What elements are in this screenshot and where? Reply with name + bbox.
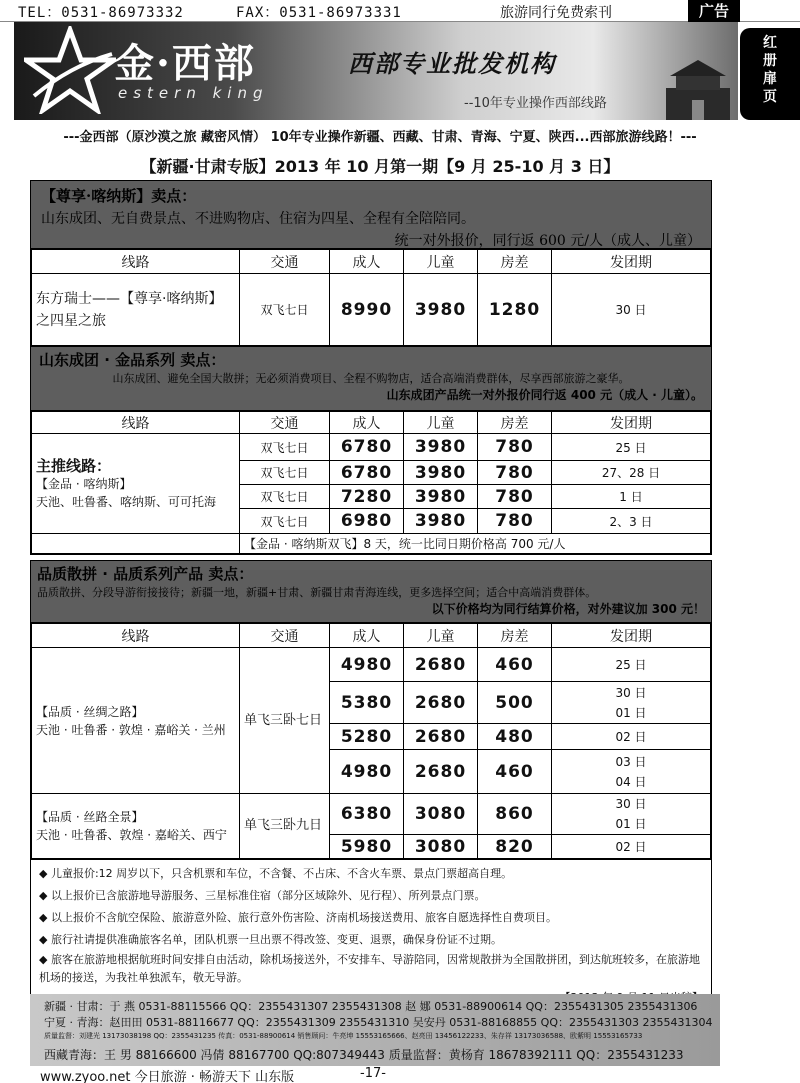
section-price-note: 以下价格均为同行结算价格，对外建议加 300 元！: [431, 602, 705, 616]
transport: 双飞七日: [240, 509, 330, 534]
free-note: 旅游同行免费索刊: [500, 5, 612, 21]
departure-date: [552, 794, 711, 835]
room-diff: 780: [478, 461, 552, 485]
child-price: 3980: [404, 274, 478, 346]
brand-slogan: 西部专业批发机构: [348, 49, 556, 78]
room-diff: 480: [478, 724, 552, 750]
adult-price: 6780: [330, 434, 404, 461]
gold-note: 【金品 · 喀纳斯双飞】8 天，统一比同日期价格高 700 元/人: [240, 534, 711, 554]
table-header-row: [32, 412, 711, 434]
edition-title: 【新疆·甘肃专版】2013 年 10 月第一期【9 月 25-10 月 3 日】: [140, 157, 620, 176]
col-room: 房差: [478, 624, 552, 648]
adult-price: 8990: [330, 274, 404, 346]
section-title: 山东成团 · 金品系列 卖点：: [39, 351, 226, 369]
star-logo-icon: [24, 26, 116, 114]
col-adult: 成人: [330, 250, 404, 274]
table-header-row: [32, 624, 711, 648]
departure-date: [552, 835, 711, 859]
transport: 双飞七日: [240, 485, 330, 509]
side-tab-char: 页: [763, 89, 777, 105]
date-line: 01 日: [615, 817, 647, 831]
room-diff: 780: [478, 434, 552, 461]
adult-price: 6980: [330, 509, 404, 534]
col-date: 发团期: [552, 624, 711, 648]
intro-line: ---金西部（原沙漠之旅 藏密风情） 10年专业操作新疆、西藏、甘肃、青海、宁夏、陕西...西部旅游线路！---: [63, 130, 697, 145]
date-line: 30 日: [615, 797, 647, 811]
adult-price: 5980: [330, 835, 404, 859]
room-diff: 1280: [478, 274, 552, 346]
section-selling-point: 山东成团、避免全国大散拼；无必须消费项目、全程不购物店，适合高端消费群体，尽享西部旅游之豪华。: [112, 372, 630, 385]
table-row: [32, 648, 711, 682]
adult-price: 5280: [330, 724, 404, 750]
route-cell: [32, 434, 240, 534]
table-header-row: [32, 250, 711, 274]
adult-price: 7280: [330, 485, 404, 509]
fax-number: FAX：0531-86973331: [236, 5, 402, 21]
section-title: 【尊享·喀纳斯】卖点：: [41, 187, 197, 205]
contact-footer: [30, 994, 720, 1066]
adult-price: 6780: [330, 461, 404, 485]
child-price: 2680: [404, 648, 478, 682]
col-adult: 成人: [330, 412, 404, 434]
adult-price: 4980: [330, 750, 404, 794]
transport: 双飞七日: [240, 461, 330, 485]
date-line: 25 日: [615, 658, 647, 672]
route-desc: 天池、吐鲁番、喀纳斯、可可托海: [36, 494, 217, 509]
route-name: 【金品 · 喀纳斯】: [36, 476, 132, 491]
room-diff: 820: [478, 835, 552, 859]
room-diff: 460: [478, 648, 552, 682]
side-tab-char: 扉: [763, 71, 777, 87]
col-transport: 交通: [240, 412, 330, 434]
gate-tower-icon: [658, 52, 738, 120]
child-price: 3980: [404, 434, 478, 461]
col-transport: 交通: [240, 624, 330, 648]
col-route: 线路: [32, 412, 240, 434]
transport: 单飞三卧七日: [240, 648, 330, 794]
departure-date: 25 日: [552, 434, 711, 461]
section-title: 品质散拼 · 品质系列产品 卖点：: [37, 565, 254, 583]
brand-name: 金·西部: [114, 40, 256, 87]
departure-date: [552, 648, 711, 682]
child-price: 3080: [404, 835, 478, 859]
departure-date: 1 日: [552, 485, 711, 509]
website-line: www.zyoo.net 今日旅游 · 畅游天下 山东版: [40, 1070, 295, 1083]
col-child: 儿童: [404, 250, 478, 274]
section-selling-point: 品质散拼、分段导游衔接接待；新疆一地，新疆+甘肃、新疆甘肃青海连线，更多选择空间；适合中高端消费群体。: [37, 586, 597, 599]
room-diff: 860: [478, 794, 552, 835]
departure-date: [552, 750, 711, 794]
tel-number: TEL：0531-86973332: [18, 5, 184, 21]
child-price: 2680: [404, 682, 478, 724]
adult-price: 6380: [330, 794, 404, 835]
page-bottom: [0, 1066, 800, 1083]
child-price: 3980: [404, 461, 478, 485]
table-row: [32, 794, 711, 835]
date-line: 03 日: [615, 754, 647, 769]
date-line: 04 日: [615, 774, 647, 789]
room-diff: 780: [478, 485, 552, 509]
transport: 单飞三卧九日: [240, 794, 330, 859]
departure-date: [552, 724, 711, 750]
child-price: 2680: [404, 724, 478, 750]
col-date: 发团期: [552, 250, 711, 274]
col-room: 房差: [478, 250, 552, 274]
adult-price: 5380: [330, 682, 404, 724]
col-child: 儿童: [404, 412, 478, 434]
section-selling-point: 山东成团、无自费景点、不进购物店、住宿为四星、全程有全陪陪同。: [41, 211, 475, 227]
table-note-row: [32, 534, 711, 554]
side-tab-char: 册: [763, 53, 777, 69]
room-diff: 460: [478, 750, 552, 794]
room-diff: 780: [478, 509, 552, 534]
route-cell: [32, 794, 240, 859]
terms-notes: [30, 858, 712, 1014]
col-route: 线路: [32, 624, 240, 648]
section-header: [31, 347, 711, 411]
section-side-tab: [740, 28, 800, 120]
contact-row: 质量监督：刘建光 13173038198 QQ：2355431235 传真：0531-88900614 销售顾问：牛亮坤 15553165666、赵亮田 13456122233、朱存祥 13173036588、欧紫明 15553165733: [44, 1032, 643, 1040]
child-price: 2680: [404, 750, 478, 794]
contact-row: 宁夏 · 青海：赵田田 0531-88116677 QQ：2355431309 2355431310 吴安丹 0531-88168855 QQ：2355431303 2355431304: [44, 1016, 713, 1029]
route-title: 主推线路：: [36, 456, 112, 475]
adult-price: 4980: [330, 648, 404, 682]
child-price: 3980: [404, 485, 478, 509]
date-line: 02 日: [615, 840, 647, 854]
room-diff: 500: [478, 682, 552, 724]
section-price-note: 统一对外报价，同行返 600 元/人（成人、儿童）: [394, 233, 701, 249]
contact-row: 西藏青海：王 男 88166600 冯倩 88167700 QQ:807349443 质量监督：黄杨育 18678392111 QQ：2355431233: [44, 1048, 684, 1062]
route-cell: [32, 648, 240, 794]
route-name: 东方瑞士——【尊享·喀纳斯】之四星之旅: [32, 274, 240, 346]
price-table: [31, 623, 711, 859]
section-price-note: 山东成团产品统一对外报价同行返 400 元（成人 · 儿童）。: [386, 388, 703, 402]
transport: 双飞七日: [240, 434, 330, 461]
departure-date: 30 日: [552, 274, 711, 346]
section-premium-kanas: [30, 180, 712, 347]
departure-date: 27、28 日: [552, 461, 711, 485]
brand-slogan-sub: --10年专业操作西部线路: [464, 96, 607, 111]
col-date: 发团期: [552, 412, 711, 434]
ad-tag: 广告: [688, 0, 740, 22]
col-transport: 交通: [240, 250, 330, 274]
col-adult: 成人: [330, 624, 404, 648]
note-item: ◆ 旅行社请提供准确旅客名单，团队机票一旦出票不得改签、变更、退票，确保身份证不过期。: [39, 933, 502, 946]
price-table: [31, 249, 711, 346]
price-table: [31, 411, 711, 554]
col-room: 房差: [478, 412, 552, 434]
top-bar: [0, 0, 800, 22]
departure-date: 2、3 日: [552, 509, 711, 534]
brand-banner: [14, 22, 738, 120]
section-header: [31, 561, 711, 623]
route-desc: 天池 · 吐鲁番 · 敦煌 · 嘉峪关 · 兰州: [36, 722, 226, 737]
note-item: ◆ 以上报价不含航空保险、旅游意外险、旅行意外伤害险、济南机场接送费用、旅客自愿选择性自费项目。: [39, 911, 557, 924]
brand-english: estern king: [118, 84, 269, 102]
route-name: 【品质 · 丝绸之路】: [36, 704, 144, 719]
date-line: 02 日: [615, 730, 647, 744]
table-row: [32, 274, 711, 346]
route-name: 【品质 · 丝路全景】: [36, 810, 144, 824]
page-number: -17-: [360, 1066, 386, 1081]
note-item: ◆ 以上报价已含旅游地导游服务、三星标准住宿（部分区域除外、见行程）、所列景点门票。: [39, 889, 486, 902]
departure-date: [552, 682, 711, 724]
col-child: 儿童: [404, 624, 478, 648]
note-item: ◆ 儿童报价:12 周岁以下，只含机票和车位，不含餐、不占床、不含火车票、景点门票超高自理。: [39, 867, 513, 880]
section-header: [31, 181, 711, 249]
child-price: 3080: [404, 794, 478, 835]
contact-row: 新疆 · 甘肃：于 燕 0531-88115566 QQ：2355431307 2355431308 赵 娜 0531-88900614 QQ：2355431305 2355431306: [44, 1000, 698, 1013]
transport: 双飞七日: [240, 274, 330, 346]
section-quality-series: [30, 560, 712, 860]
date-line: 30 日: [615, 685, 647, 700]
col-route: 线路: [32, 250, 240, 274]
date-line: 01 日: [615, 705, 647, 720]
table-row: [32, 434, 711, 461]
side-tab-char: 红: [763, 35, 777, 51]
section-gold-series: [30, 346, 712, 555]
note-item: ◆ 旅客在旅游地根据航班时间安排自由活动，除机场接送外，不安排车、导游陪同，因常规散拼为全国散拼团，到达航班较多，在旅游地机场的接送，为我社单独派车，敬无导游。: [39, 953, 700, 984]
child-price: 3980: [404, 509, 478, 534]
route-desc: 天池 · 吐鲁番、敦煌 · 嘉峪关、西宁: [36, 828, 227, 842]
